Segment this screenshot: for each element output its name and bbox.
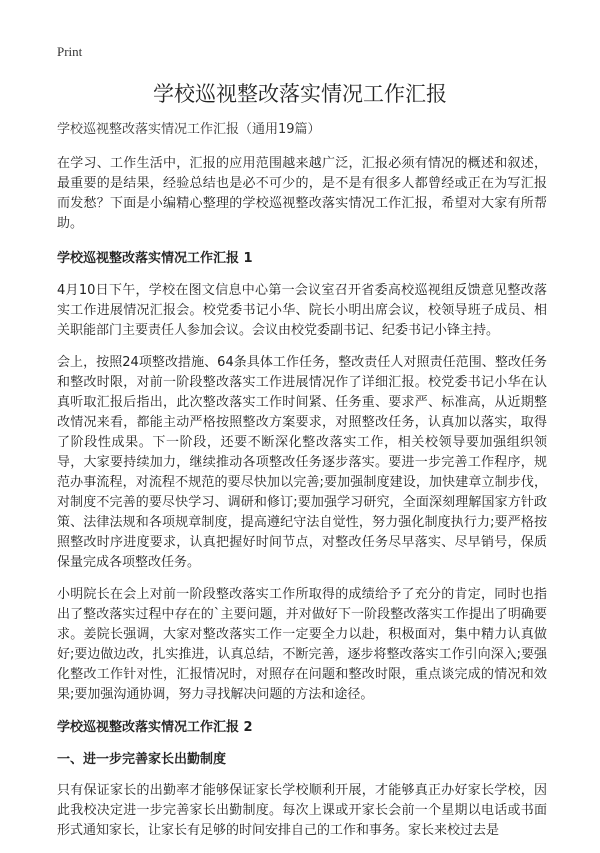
section-1-heading: 学校巡视整改落实情况工作汇报 1 [57,251,253,266]
document-subtitle: 学校巡视整改落实情况工作汇报（通用19篇） [57,122,321,137]
section-2-paragraph: 只有保证家长的出勤率才能够保证家长学校顺利开展，才能够真正办好家长学校，因此我校决定进一步完善家长出勤制度。每次上课或开家长会前一个星期以电话或书面形式通知家长，让家长有足够的时间安排自己的工作和事务。家长来校过去是 [57,783,547,838]
document-body [57,120,547,853]
section-1-paragraph: 会上，按照24项整改措施、64条具体工作任务，整改责任人对照责任范围、整改任务和整改时限，对前一阶段整改落实工作进展情况作了详细汇报。校党委书记小华在认真听取汇报后指出，此次整改落实工作时间紧、任务重、要求严、标准高，从近期整改情况来看，都能主动严格按照整改方案要求，对照整改任务，认真加以落实，取得了阶段性成果。下一阶段，还要不断深化整改落实工作，相关校领导要加强组织领导，大家要持续加力，继续推动各项整改任务逐步落实。要进一步完善工作程序，规范办事流程，对流程不规范的要尽快加以完善;要加强制度建设，加快建章立制步伐，对制度不完善的要尽快学习、调研和修订;要加强学习研究，全面深刻理解国家方针政策、法律法规和各项规章制度，提高遵纪守法自觉性，努力强化制度执行力;要严格按照整改时序进度要求，认真把握好时间节点，对整改任务尽早落实、尽早销号，保质保量完成各项整改任务。 [57,355,547,570]
document-title: 学校巡视整改落实情况工作汇报 [153,82,447,106]
section-1-paragraph: 小明院长在会上对前一阶段整改落实工作所取得的成绩给予了充分的肯定，同时也指出了整改落实过程中存在的`主要问题，并对做好下一阶段整改落实工作提出了明确要求。姜院长强调，大家对整改落实工作一定要全力以赴，积极面对，集中精力认真做好;要边做边改，扎实推进，认真总结，不断完善，逐步将整改落实工作引向深入;要强化整改工作针对性，汇报情况时，对照存在问题和整改时限，重点谈完成的情况和效果;要加强沟通协调，努力寻找解决问题的方法和途径。 [57,587,547,702]
print-link[interactable]: Print [57,44,83,59]
intro-paragraph: 在学习、工作生活中，汇报的应用范围越来越广泛，汇报必须有情况的概述和叙述，最重要的是结果，经验总结也是必不可少的，是不是有很多人都曾经或正在为写汇报而发愁？下面是小编精心整理的学校巡视整改落实情况工作汇报，希望对大家有所帮助。 [57,156,547,231]
section-2-heading: 学校巡视整改落实情况工作汇报 2 [57,720,253,735]
section-2-subheading: 一、进一步完善家长出勤制度 [57,752,227,767]
section-1-paragraph: 4月10日下午，学校在图文信息中心第一会议室召开省委高校巡视组反馈意见整改落实工作进展情况汇报会。校党委书记小华、院长小明出席会议，校领导班子成员、相关职能部门主要责任人参加会议。会议由校党委副书记、纪委书记小锋主持。 [57,283,547,338]
